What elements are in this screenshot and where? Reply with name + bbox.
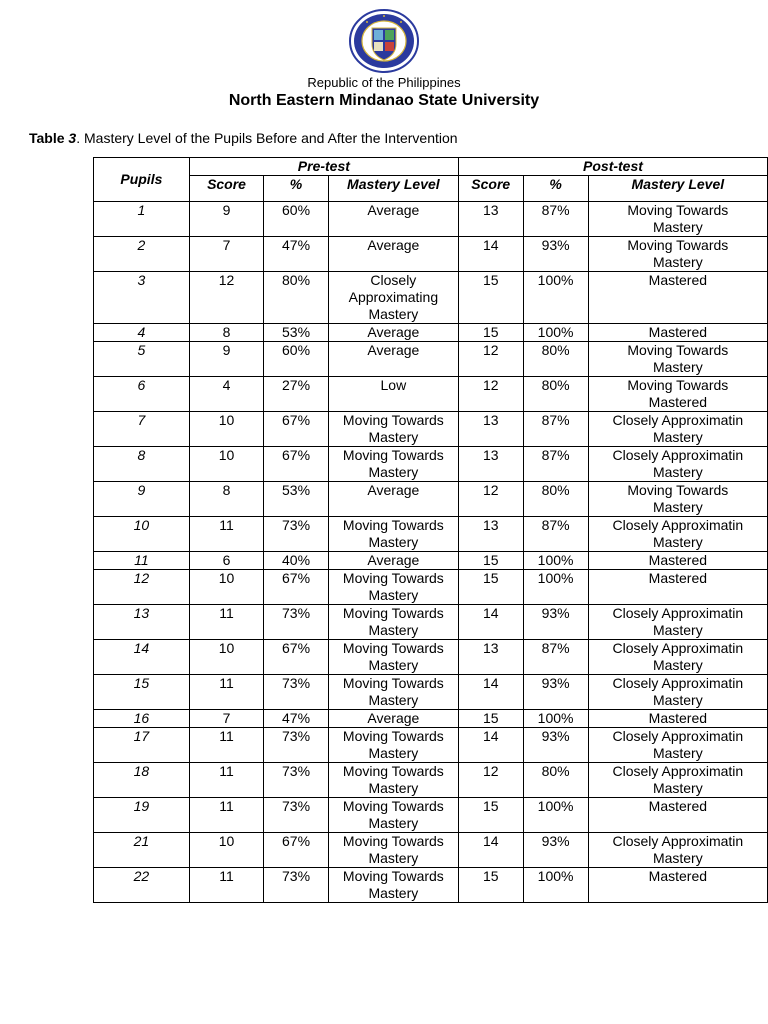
post-score-cell: 15 bbox=[458, 552, 523, 570]
pre-mastery-level-cell bbox=[328, 833, 458, 868]
mastery-level-line: Mastery bbox=[652, 499, 703, 515]
pre-percent-cell: 67% bbox=[264, 412, 328, 447]
pre-mastery-level-cell bbox=[328, 605, 458, 640]
mastery-level-line: Moving Towards bbox=[342, 412, 444, 428]
post-score-cell: 12 bbox=[458, 377, 523, 412]
pre-mastery-level-cell bbox=[328, 202, 458, 237]
pupil-cell: 5 bbox=[94, 342, 190, 377]
post-mastery-level-cell bbox=[588, 377, 767, 412]
pupil-cell: 21 bbox=[94, 833, 190, 868]
pre-percent-cell: 73% bbox=[264, 605, 328, 640]
mastery-level-line: Mastery bbox=[652, 464, 703, 480]
pre-mastery-level-cell bbox=[328, 798, 458, 833]
mastery-level-line: Closely Approximatin bbox=[612, 605, 744, 621]
post-mastery-level-cell bbox=[588, 237, 767, 272]
post-mastery-level-cell bbox=[588, 833, 767, 868]
mastery-level-line: Mastered bbox=[648, 570, 708, 586]
pre-percent-cell: 73% bbox=[264, 763, 328, 798]
pre-mastery-level-cell bbox=[328, 517, 458, 552]
pre-mastery-level-cell bbox=[328, 552, 458, 570]
pre-score-cell: 6 bbox=[189, 552, 264, 570]
column-header-post-mastery-level: Mastery Level bbox=[588, 176, 767, 202]
mastery-level-line: Moving Towards bbox=[627, 237, 729, 253]
post-score-cell: 14 bbox=[458, 675, 523, 710]
table-row bbox=[94, 605, 768, 640]
table-caption-text: . Mastery Level of the Pupils Before and After the Intervention bbox=[76, 130, 458, 146]
pre-percent-cell: 67% bbox=[264, 570, 328, 605]
pre-mastery-level-cell bbox=[328, 237, 458, 272]
table-row bbox=[94, 798, 768, 833]
pre-score-cell: 8 bbox=[189, 482, 264, 517]
post-percent-cell: 100% bbox=[523, 324, 588, 342]
mastery-level-line: Moving Towards bbox=[342, 833, 444, 849]
post-mastery-level-cell bbox=[588, 517, 767, 552]
pre-percent-cell: 53% bbox=[264, 324, 328, 342]
post-score-cell: 13 bbox=[458, 447, 523, 482]
table-row bbox=[94, 202, 768, 237]
mastery-level-line: Mastery bbox=[368, 306, 419, 322]
pre-percent-cell: 67% bbox=[264, 640, 328, 675]
post-mastery-level-cell bbox=[588, 482, 767, 517]
mastery-level-line: Mastery bbox=[652, 692, 703, 708]
mastery-level-line: Mastery bbox=[368, 587, 419, 603]
pre-mastery-level-cell bbox=[328, 868, 458, 903]
post-mastery-level-cell bbox=[588, 202, 767, 237]
table-row bbox=[94, 412, 768, 447]
table-row bbox=[94, 728, 768, 763]
post-percent-cell: 100% bbox=[523, 798, 588, 833]
table-caption-number: 3 bbox=[68, 130, 77, 146]
pre-score-cell: 12 bbox=[189, 272, 264, 324]
pre-score-cell: 11 bbox=[189, 763, 264, 798]
pre-mastery-level-cell bbox=[328, 482, 458, 517]
pre-percent-cell: 47% bbox=[264, 710, 328, 728]
mastery-level-line: Mastery bbox=[652, 359, 703, 375]
mastery-level-line: Mastery bbox=[368, 815, 419, 831]
mastery-level-line: Mastered bbox=[648, 710, 708, 726]
pupil-cell: 3 bbox=[94, 272, 190, 324]
pre-percent-cell: 73% bbox=[264, 798, 328, 833]
mastery-level-line: Average bbox=[367, 342, 420, 358]
table-row bbox=[94, 237, 768, 272]
mastery-level-line: Mastered bbox=[648, 272, 708, 288]
pre-score-cell: 11 bbox=[189, 605, 264, 640]
mastery-level-line: Moving Towards bbox=[342, 640, 444, 656]
post-score-cell: 15 bbox=[458, 570, 523, 605]
column-header-post-score: Score bbox=[458, 176, 523, 202]
pre-score-cell: 10 bbox=[189, 412, 264, 447]
pre-mastery-level-cell bbox=[328, 710, 458, 728]
table-row bbox=[94, 552, 768, 570]
post-percent-cell: 87% bbox=[523, 517, 588, 552]
table-body bbox=[94, 202, 768, 903]
table-row bbox=[94, 868, 768, 903]
pupil-cell: 18 bbox=[94, 763, 190, 798]
table-caption bbox=[29, 129, 458, 147]
post-mastery-level-cell bbox=[588, 728, 767, 763]
mastery-level-line: Mastery bbox=[652, 622, 703, 638]
mastery-level-line: Moving Towards bbox=[342, 763, 444, 779]
mastery-level-line: Mastered bbox=[648, 552, 708, 568]
pre-percent-cell: 60% bbox=[264, 202, 328, 237]
mastery-level-line: Closely Approximatin bbox=[612, 517, 744, 533]
mastery-level-line: Mastered bbox=[648, 324, 708, 340]
post-mastery-level-cell bbox=[588, 675, 767, 710]
post-score-cell: 13 bbox=[458, 412, 523, 447]
mastery-level-line: Moving Towards bbox=[342, 798, 444, 814]
post-percent-cell: 80% bbox=[523, 763, 588, 798]
mastery-level-line: Moving Towards bbox=[342, 570, 444, 586]
table-row bbox=[94, 640, 768, 675]
post-percent-cell: 93% bbox=[523, 728, 588, 763]
post-score-cell: 14 bbox=[458, 605, 523, 640]
post-percent-cell: 93% bbox=[523, 605, 588, 640]
post-mastery-level-cell bbox=[588, 868, 767, 903]
mastery-level-line: Moving Towards bbox=[342, 728, 444, 744]
mastery-level-line: Mastered bbox=[648, 868, 708, 884]
pupil-cell: 15 bbox=[94, 675, 190, 710]
pupil-cell: 22 bbox=[94, 868, 190, 903]
mastery-level-line: Closely Approximatin bbox=[612, 728, 744, 744]
mastery-level-line: Closely bbox=[370, 272, 417, 288]
mastery-level-line: Moving Towards bbox=[342, 868, 444, 884]
pre-percent-cell: 67% bbox=[264, 833, 328, 868]
mastery-level-line: Mastery bbox=[652, 745, 703, 761]
pupil-cell: 9 bbox=[94, 482, 190, 517]
mastery-level-line: Moving Towards bbox=[342, 517, 444, 533]
mastery-level-line: Mastery bbox=[368, 692, 419, 708]
mastery-level-line: Mastery bbox=[652, 780, 703, 796]
pre-mastery-level-cell bbox=[328, 377, 458, 412]
table-row bbox=[94, 710, 768, 728]
post-score-cell: 13 bbox=[458, 202, 523, 237]
pupil-cell: 11 bbox=[94, 552, 190, 570]
mastery-level-line: Mastered bbox=[648, 394, 708, 410]
post-percent-cell: 87% bbox=[523, 412, 588, 447]
mastery-level-line: Average bbox=[367, 710, 420, 726]
mastery-level-line: Mastered bbox=[648, 798, 708, 814]
pre-score-cell: 11 bbox=[189, 675, 264, 710]
post-mastery-level-cell bbox=[588, 412, 767, 447]
pre-score-cell: 10 bbox=[189, 833, 264, 868]
post-mastery-level-cell bbox=[588, 798, 767, 833]
post-score-cell: 14 bbox=[458, 833, 523, 868]
pre-percent-cell: 60% bbox=[264, 342, 328, 377]
post-score-cell: 14 bbox=[458, 237, 523, 272]
post-mastery-level-cell bbox=[588, 324, 767, 342]
mastery-level-table bbox=[93, 157, 768, 903]
mastery-level-line: Moving Towards bbox=[627, 342, 729, 358]
pupil-cell: 2 bbox=[94, 237, 190, 272]
pre-score-cell: 9 bbox=[189, 202, 264, 237]
pre-score-cell: 11 bbox=[189, 798, 264, 833]
pre-percent-cell: 73% bbox=[264, 517, 328, 552]
pre-mastery-level-cell bbox=[328, 570, 458, 605]
post-score-cell: 15 bbox=[458, 868, 523, 903]
pupil-cell: 13 bbox=[94, 605, 190, 640]
pre-mastery-level-cell bbox=[328, 447, 458, 482]
pre-score-cell: 7 bbox=[189, 710, 264, 728]
column-header-pre-percent: % bbox=[264, 176, 328, 202]
mastery-level-line: Mastery bbox=[652, 219, 703, 235]
table-caption-label: Table bbox=[29, 130, 69, 146]
pre-score-cell: 4 bbox=[189, 377, 264, 412]
mastery-level-line: Moving Towards bbox=[342, 675, 444, 691]
pre-mastery-level-cell bbox=[328, 763, 458, 798]
post-mastery-level-cell bbox=[588, 710, 767, 728]
column-header-pre-mastery-level: Mastery Level bbox=[328, 176, 458, 202]
mastery-level-line: Moving Towards bbox=[627, 482, 729, 498]
pupil-cell: 17 bbox=[94, 728, 190, 763]
post-percent-cell: 100% bbox=[523, 868, 588, 903]
mastery-level-line: Mastery bbox=[368, 534, 419, 550]
column-header-post-percent: % bbox=[523, 176, 588, 202]
post-percent-cell: 87% bbox=[523, 447, 588, 482]
table-row bbox=[94, 324, 768, 342]
pre-percent-cell: 47% bbox=[264, 237, 328, 272]
pre-mastery-level-cell bbox=[328, 640, 458, 675]
post-score-cell: 15 bbox=[458, 710, 523, 728]
mastery-level-line: Mastery bbox=[652, 657, 703, 673]
pre-percent-cell: 80% bbox=[264, 272, 328, 324]
post-score-cell: 13 bbox=[458, 640, 523, 675]
post-percent-cell: 80% bbox=[523, 342, 588, 377]
mastery-level-line: Closely Approximatin bbox=[612, 833, 744, 849]
mastery-level-line: Moving Towards bbox=[627, 202, 729, 218]
mastery-level-line: Mastery bbox=[368, 622, 419, 638]
pupil-cell: 8 bbox=[94, 447, 190, 482]
republic-heading: Republic of the Philippines bbox=[307, 75, 461, 90]
pre-mastery-level-cell bbox=[328, 342, 458, 377]
table-row bbox=[94, 482, 768, 517]
mastery-level-line: Mastery bbox=[368, 429, 419, 445]
table-row bbox=[94, 833, 768, 868]
post-score-cell: 12 bbox=[458, 342, 523, 377]
mastery-level-line: Mastery bbox=[368, 780, 419, 796]
pre-percent-cell: 67% bbox=[264, 447, 328, 482]
pre-mastery-level-cell bbox=[328, 272, 458, 324]
pre-score-cell: 11 bbox=[189, 728, 264, 763]
mastery-level-line: Closely Approximatin bbox=[612, 763, 744, 779]
mastery-level-line: Moving Towards bbox=[627, 377, 729, 393]
pre-mastery-level-cell bbox=[328, 412, 458, 447]
post-percent-cell: 100% bbox=[523, 570, 588, 605]
post-percent-cell: 93% bbox=[523, 237, 588, 272]
table-row bbox=[94, 763, 768, 798]
post-mastery-level-cell bbox=[588, 570, 767, 605]
pre-score-cell: 8 bbox=[189, 324, 264, 342]
mastery-level-line: Mastery bbox=[368, 885, 419, 901]
post-mastery-level-cell bbox=[588, 605, 767, 640]
post-percent-cell: 80% bbox=[523, 482, 588, 517]
post-mastery-level-cell bbox=[588, 272, 767, 324]
pre-score-cell: 11 bbox=[189, 868, 264, 903]
post-percent-cell: 87% bbox=[523, 202, 588, 237]
pupil-cell: 4 bbox=[94, 324, 190, 342]
mastery-level-line: Moving Towards bbox=[342, 605, 444, 621]
post-score-cell: 15 bbox=[458, 324, 523, 342]
post-mastery-level-cell bbox=[588, 640, 767, 675]
table-row bbox=[94, 377, 768, 412]
pupil-cell: 1 bbox=[94, 202, 190, 237]
mastery-level-line: Closely Approximatin bbox=[612, 675, 744, 691]
post-score-cell: 15 bbox=[458, 272, 523, 324]
pupil-cell: 12 bbox=[94, 570, 190, 605]
mastery-level-line: Moving Towards bbox=[342, 447, 444, 463]
university-name: North Eastern Mindanao State University bbox=[228, 92, 540, 109]
post-mastery-level-cell bbox=[588, 763, 767, 798]
mastery-level-line: Mastery bbox=[652, 850, 703, 866]
mastery-level-line: Average bbox=[367, 324, 420, 340]
post-percent-cell: 87% bbox=[523, 640, 588, 675]
table-row bbox=[94, 342, 768, 377]
mastery-level-line: Low bbox=[380, 377, 407, 393]
pupil-cell: 7 bbox=[94, 412, 190, 447]
table-row bbox=[94, 675, 768, 710]
pre-score-cell: 10 bbox=[189, 640, 264, 675]
mastery-level-line: Average bbox=[367, 202, 420, 218]
mastery-level-line: Average bbox=[367, 552, 420, 568]
group-header-post-test: Post-test bbox=[458, 158, 767, 176]
mastery-level-line: Closely Approximatin bbox=[612, 640, 744, 656]
pupil-cell: 19 bbox=[94, 798, 190, 833]
university-seal-logo bbox=[347, 8, 421, 74]
mastery-level-line: Average bbox=[367, 237, 420, 253]
mastery-level-line: Mastery bbox=[368, 464, 419, 480]
mastery-level-line: Mastery bbox=[652, 429, 703, 445]
post-percent-cell: 100% bbox=[523, 272, 588, 324]
post-mastery-level-cell bbox=[588, 552, 767, 570]
mastery-level-line: Mastery bbox=[368, 745, 419, 761]
pre-mastery-level-cell bbox=[328, 675, 458, 710]
table-row bbox=[94, 272, 768, 324]
pre-percent-cell: 73% bbox=[264, 728, 328, 763]
column-header-pre-score: Score bbox=[189, 176, 264, 202]
pre-score-cell: 9 bbox=[189, 342, 264, 377]
post-percent-cell: 100% bbox=[523, 552, 588, 570]
post-percent-cell: 93% bbox=[523, 675, 588, 710]
pre-score-cell: 11 bbox=[189, 517, 264, 552]
mastery-level-line: Approximating bbox=[348, 289, 439, 305]
table-row bbox=[94, 517, 768, 552]
pupil-cell: 16 bbox=[94, 710, 190, 728]
mastery-level-line: Mastery bbox=[652, 534, 703, 550]
post-score-cell: 13 bbox=[458, 517, 523, 552]
pre-percent-cell: 40% bbox=[264, 552, 328, 570]
post-percent-cell: 93% bbox=[523, 833, 588, 868]
post-mastery-level-cell bbox=[588, 342, 767, 377]
pupil-cell: 10 bbox=[94, 517, 190, 552]
table-row bbox=[94, 570, 768, 605]
pupil-cell: 14 bbox=[94, 640, 190, 675]
post-score-cell: 12 bbox=[458, 482, 523, 517]
post-mastery-level-cell bbox=[588, 447, 767, 482]
post-score-cell: 15 bbox=[458, 798, 523, 833]
mastery-level-line: Mastery bbox=[652, 254, 703, 270]
mastery-level-line: Mastery bbox=[368, 850, 419, 866]
pre-mastery-level-cell bbox=[328, 728, 458, 763]
mastery-level-line: Closely Approximatin bbox=[612, 447, 744, 463]
mastery-level-line: Closely Approximatin bbox=[612, 412, 744, 428]
pre-percent-cell: 53% bbox=[264, 482, 328, 517]
pre-percent-cell: 27% bbox=[264, 377, 328, 412]
pre-mastery-level-cell bbox=[328, 324, 458, 342]
post-percent-cell: 80% bbox=[523, 377, 588, 412]
post-percent-cell: 100% bbox=[523, 710, 588, 728]
table-row bbox=[94, 447, 768, 482]
pre-score-cell: 7 bbox=[189, 237, 264, 272]
pre-percent-cell: 73% bbox=[264, 675, 328, 710]
pre-score-cell: 10 bbox=[189, 447, 264, 482]
mastery-level-line: Average bbox=[367, 482, 420, 498]
mastery-level-line: Mastery bbox=[368, 657, 419, 673]
post-score-cell: 14 bbox=[458, 728, 523, 763]
pre-percent-cell: 73% bbox=[264, 868, 328, 903]
column-header-pupils: Pupils bbox=[94, 158, 190, 202]
pre-score-cell: 10 bbox=[189, 570, 264, 605]
post-score-cell: 12 bbox=[458, 763, 523, 798]
pupil-cell: 6 bbox=[94, 377, 190, 412]
group-header-pre-test: Pre-test bbox=[189, 158, 458, 176]
